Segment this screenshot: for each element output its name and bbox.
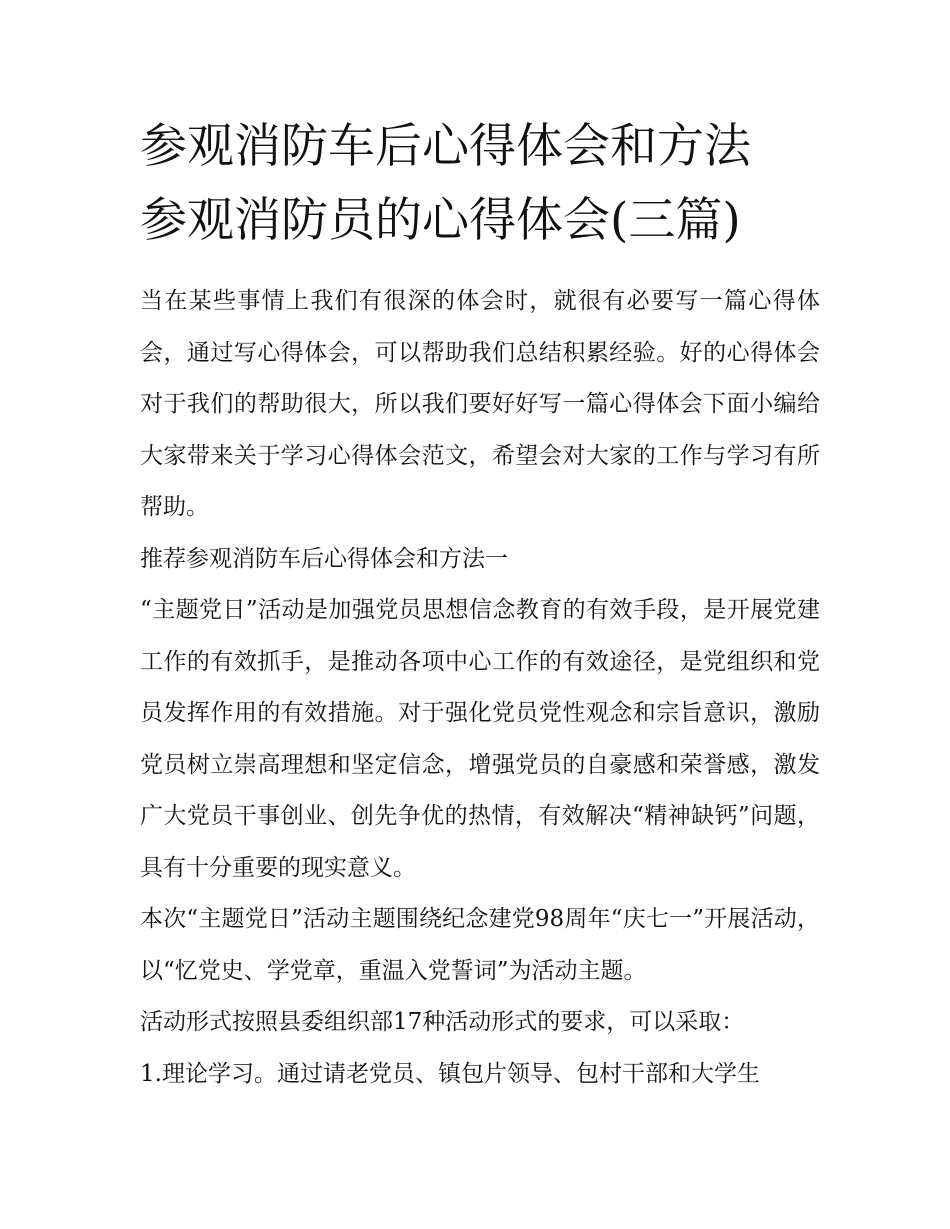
body-paragraph: 活动形式按照县委组织部17种活动形式的要求，可以采取： xyxy=(140,1009,745,1035)
document-title xyxy=(140,110,840,258)
body-paragraph: 本次“主题党日”活动主题围绕纪念建党98周年“庆七一”开展活动，以“忆党史、学党章，重温入党誓词”为活动主题。 xyxy=(140,906,820,984)
body-paragraph: “主题党日”活动是加强党员思想信念教育的有效手段，是开展党建工作的有效抓手，是推动各项中心工作的有效途径，是党组织和党员发挥作用的有效措施。对于强化党员党性观念和宗旨意识，激励党员树立崇高理想和坚定信念，增强党员的自豪感和荣誉感，激发广大党员干事创业、创先争优的热情，有效解决“精神缺钙”问题，具有十分重要的现实意义。 xyxy=(140,597,820,881)
document-body xyxy=(140,276,820,1100)
section-heading: 推荐参观消防车后心得体会和方法一 xyxy=(140,545,508,572)
list-item: 1.理论学习。通过请老党员、镇包片领导、包村干部和大学生 xyxy=(140,1060,760,1087)
intro-paragraph: 当在某些事情上我们有很深的体会时，就很有必要写一篇心得体会，通过写心得体会，可以帮助我们总结积累经验。好的心得体会对于我们的帮助很大，所以我们要好好写一篇心得体会下面小编给大家带来关于学习心得体会范文，希望会对大家的工作与学习有所帮助。 xyxy=(140,288,820,520)
title-line-2: 参观消防员的心得体会(三篇) xyxy=(140,193,741,248)
title-line-1: 参观消防车后心得体会和方法 xyxy=(140,119,751,174)
